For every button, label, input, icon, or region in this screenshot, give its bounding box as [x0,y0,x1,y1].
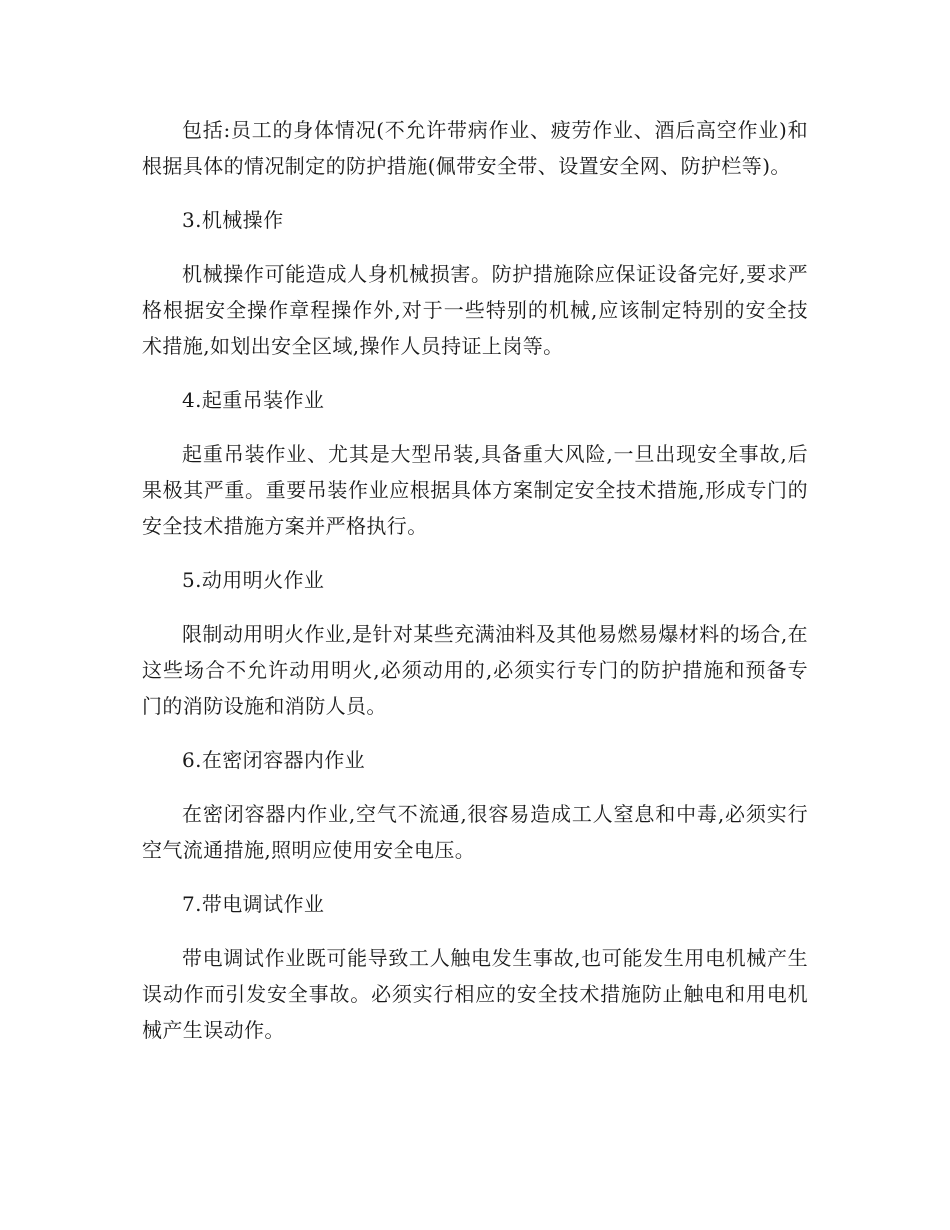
section-heading: 5.动用明火作业 [182,568,325,592]
paragraph: 包括:员工的身体情况(不允许带病作业、疲劳作业、酒后高空作业)和根据具体的情况制定的防护措施(佩带安全带、设置安全网、防护栏等)。 [142,118,808,178]
section-heading: 3.机械操作 [182,208,284,232]
paragraph: 在密闭容器内作业,空气不流通,很容易造成工人窒息和中毒,必须实行空气流通措施,照明应使用安全电压。 [142,802,808,862]
section-heading: 7.带电调试作业 [182,892,325,916]
paragraph: 起重吊装作业、尤其是大型吊装,具备重大风险,一旦出现安全事故,后果极其严重。重要吊装作业应根据具体方案制定安全技术措施,形成专门的安全技术措施方案并严格执行。 [142,442,808,538]
section-heading: 4.起重吊装作业 [182,388,325,412]
paragraph: 限制动用明火作业,是针对某些充满油料及其他易燃易爆材料的场合,在这些场合不允许动用明火,必须动用的,必须实行专门的防护措施和预备专门的消防设施和消防人员。 [142,622,808,718]
document-page [142,112,808,1066]
paragraph: 带电调试作业既可能导致工人触电发生事故,也可能发生用电机械产生误动作而引发安全事故。必须实行相应的安全技术措施防止触电和用电机械产生误动作。 [142,946,808,1042]
section-heading: 6.在密闭容器内作业 [182,748,366,772]
paragraph: 机械操作可能造成人身机械损害。防护措施除应保证设备完好,要求严格根据安全操作章程操作外,对于一些特别的机械,应该制定特别的安全技术措施,如划出安全区域,操作人员持证上岗等。 [142,262,808,358]
